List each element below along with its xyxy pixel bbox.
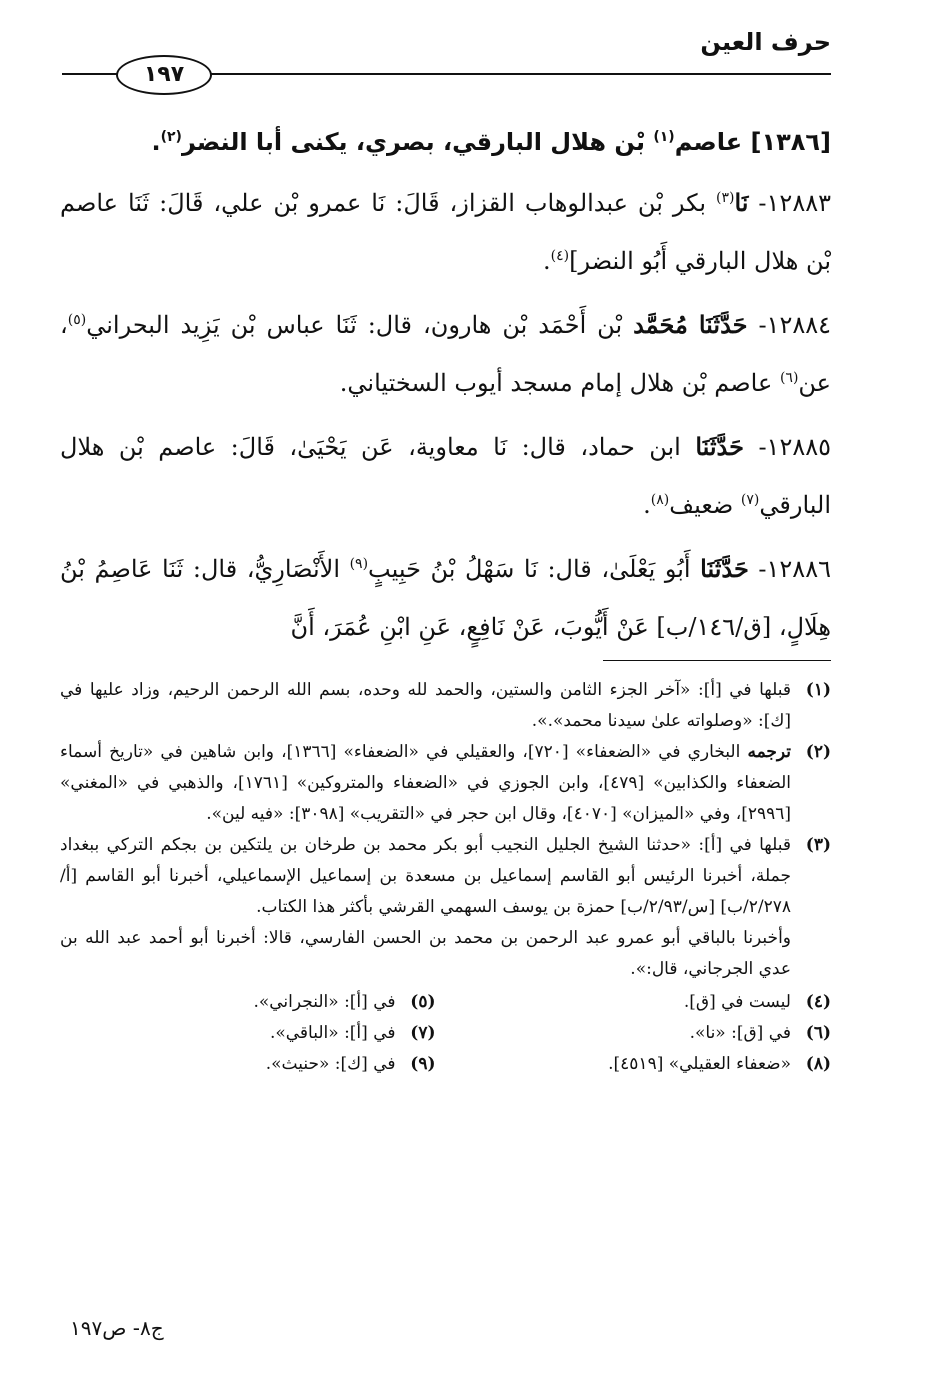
- footnote: [60, 737, 831, 830]
- main-text: [60, 118, 831, 662]
- hadith-paragraph: [60, 296, 831, 412]
- hadith-paragraph: [60, 418, 831, 534]
- volume-page-reference: ج٨- ص١٩٧: [70, 1316, 164, 1340]
- hadith-lead: حَدَّثَنَا: [695, 432, 744, 461]
- footnote-ref: (٣): [715, 190, 735, 206]
- entry-number: [١٣٨٦]: [750, 128, 831, 156]
- footnote-text: ليست في [ق].: [683, 992, 791, 1012]
- hadith-lead: حَدَّثَنَا: [700, 554, 749, 583]
- footnote-text: في [ك]: «حنيث».: [265, 1054, 396, 1074]
- footnote-number: (٤): [805, 992, 831, 1012]
- footnote: [60, 675, 831, 737]
- hadith-text: .: [643, 491, 651, 519]
- footnote-number: (٧): [410, 1023, 436, 1043]
- narrator-name: مُحَمَّد: [633, 310, 688, 339]
- hadith-text: بْن أَحْمَد بْن هارون، قال: ثَنَا عباس بْن يَزِيد البحراني: [86, 311, 623, 339]
- hadith-text: .: [543, 247, 551, 275]
- footnote-number: (٢): [805, 742, 831, 762]
- hadith-text: الأَنْصَارِيُّ، قال: ثَنَا عَاصِمُ بْنُ هِلَالٍ، [ق/١٤٦/ب] عَنْ أَيُّوبَ، عَنْ نَافِعٍ، عَنِ ابْنِ عُمَرَ، أَنَّ: [60, 555, 831, 641]
- hadith-text: ابن حماد، قال: نَا معاوية، عَن يَحْيَىٰ، قَالَ: عاصم بْن هلال البارقي: [60, 433, 831, 519]
- footnote-text: في [أ]: «الباقي».: [269, 1023, 396, 1043]
- footnote: [456, 1049, 832, 1080]
- hadith-number: ١٢٨٨٦-: [758, 555, 831, 583]
- footnote: [60, 1049, 436, 1080]
- footnote-text: قبلها في [أ]: «حدثنا الشيخ الجليل النجيب أبو بكر محمد بن طرخان بن يلتكين بن بجكم التركي ببغداد جملة، أخبرنا الرئيس أبو القاسم إسماعيل بن مسعدة بن إسماعيل الإسماعيلي، أخبرنا أبو القاسم [أ/٢/٢٧٨/ب] [س/٢/٩٣/ب] حمزة بن يوسف السهمي القرشي بأكثر هذا الكتاب.: [60, 835, 791, 917]
- footnote-grid: [60, 987, 831, 1080]
- footnote-text: البخاري في «الضعفاء» [٧٢٠]، والعقيلي في «الضعفاء» [١٣٦٦]، وابن شاهين في «تاريخ أسماء الضعفاء والكذابين» [٤٧٩]، وابن الجوزي في «الضعفاء والمتروكين» [١٧٦١]، والذهبي في «المغني» [٢٩٩٦]، وفي «الميزان» [٤٠٧٠]، وقال ابن حجر في «التقريب» [٣٠٩٨]: «فيه لين».: [60, 742, 792, 824]
- hadith-number: ١٢٨٨٣-: [758, 189, 831, 217]
- footnote-text: قبلها في [أ]: «آخر الجزء الثامن والستين، والحمد لله وحده، بسم الله الرحمن الرحيم، وزاد عليها في [ك]: «وصلواته علىٰ سيدنا محمد».».: [60, 680, 791, 731]
- entry-name: عاصم: [674, 128, 743, 156]
- footnote: [60, 987, 436, 1018]
- footnote-ref: (٥): [67, 312, 87, 328]
- footnote-text: في [أ]: «النجراني».: [253, 992, 396, 1012]
- footnote-ref: (٦): [779, 370, 799, 386]
- entry-end: .: [151, 128, 161, 156]
- chapter-title: حرف العين: [700, 28, 831, 56]
- hadith-lead: نَا: [734, 188, 749, 217]
- hadith-text: أَبُو يَعْلَىٰ، قال: نَا سَهْلُ بْنُ حَبِيبٍ: [368, 555, 691, 583]
- hadith-text: ضعيف: [669, 491, 734, 519]
- footnote-number: (٣): [805, 835, 831, 855]
- footnote-ref: (٧): [740, 492, 760, 508]
- footnote-ref: (٢): [160, 129, 182, 145]
- footnote-text: في [ق]: «نا».: [689, 1023, 791, 1043]
- hadith-paragraph: [60, 174, 831, 290]
- footnotes: [60, 675, 831, 1080]
- page-number: ١٩٧: [116, 55, 212, 95]
- footnote-ref: (٩): [349, 556, 369, 572]
- footnote-number: (٨): [805, 1054, 831, 1074]
- footnote-ref: (٨): [650, 492, 670, 508]
- footnote-number: (٦): [805, 1023, 831, 1043]
- footnote: [60, 830, 831, 923]
- entry-text: بْن هلال البارقي، بصري، يكنى أبا النضر: [181, 128, 645, 156]
- footnote-continuation: وأخبرنا بالباقي أبو عمرو عبد الرحمن بن محمد بن الحسن الفارسي، قالا: أخبرنا أبو أحمد عبد الله بن عدي الجرجاني، قال:».: [60, 928, 791, 979]
- footnote: [60, 1018, 436, 1049]
- footnote-text: «ضعفاء العقيلي» [٤٥١٩].: [608, 1054, 791, 1074]
- hadith-text: بكر بْن عبدالوهاب القزاز، قَالَ: نَا عمرو بْن علي، قَالَ: ثَنَا عاصم بْن هلال البارقي أَبُو النضر]: [60, 189, 831, 275]
- hadith-number: ١٢٨٨٤-: [758, 311, 831, 339]
- footnote-ref: (١): [653, 129, 675, 145]
- entry-heading: [60, 118, 831, 166]
- footnote-ref: (٤): [550, 248, 570, 264]
- footnote: [456, 987, 832, 1018]
- hadith-number: ١٢٨٨٥-: [758, 433, 831, 461]
- hadith-lead: حَدَّثَنَا: [698, 310, 748, 339]
- footnote-number: (٩): [410, 1054, 436, 1074]
- hadith-text: عاصم بْن هلال إمام مسجد أيوب السختياني.: [339, 369, 773, 397]
- footnote: [456, 1018, 832, 1049]
- footnote-separator: [603, 660, 831, 661]
- hadith-text: ، عن: [60, 311, 831, 397]
- footnote-number: (١): [805, 680, 831, 700]
- footnote-number: (٥): [410, 992, 436, 1012]
- hadith-paragraph: [60, 540, 831, 656]
- footnote-lead: ترجمه: [747, 742, 792, 762]
